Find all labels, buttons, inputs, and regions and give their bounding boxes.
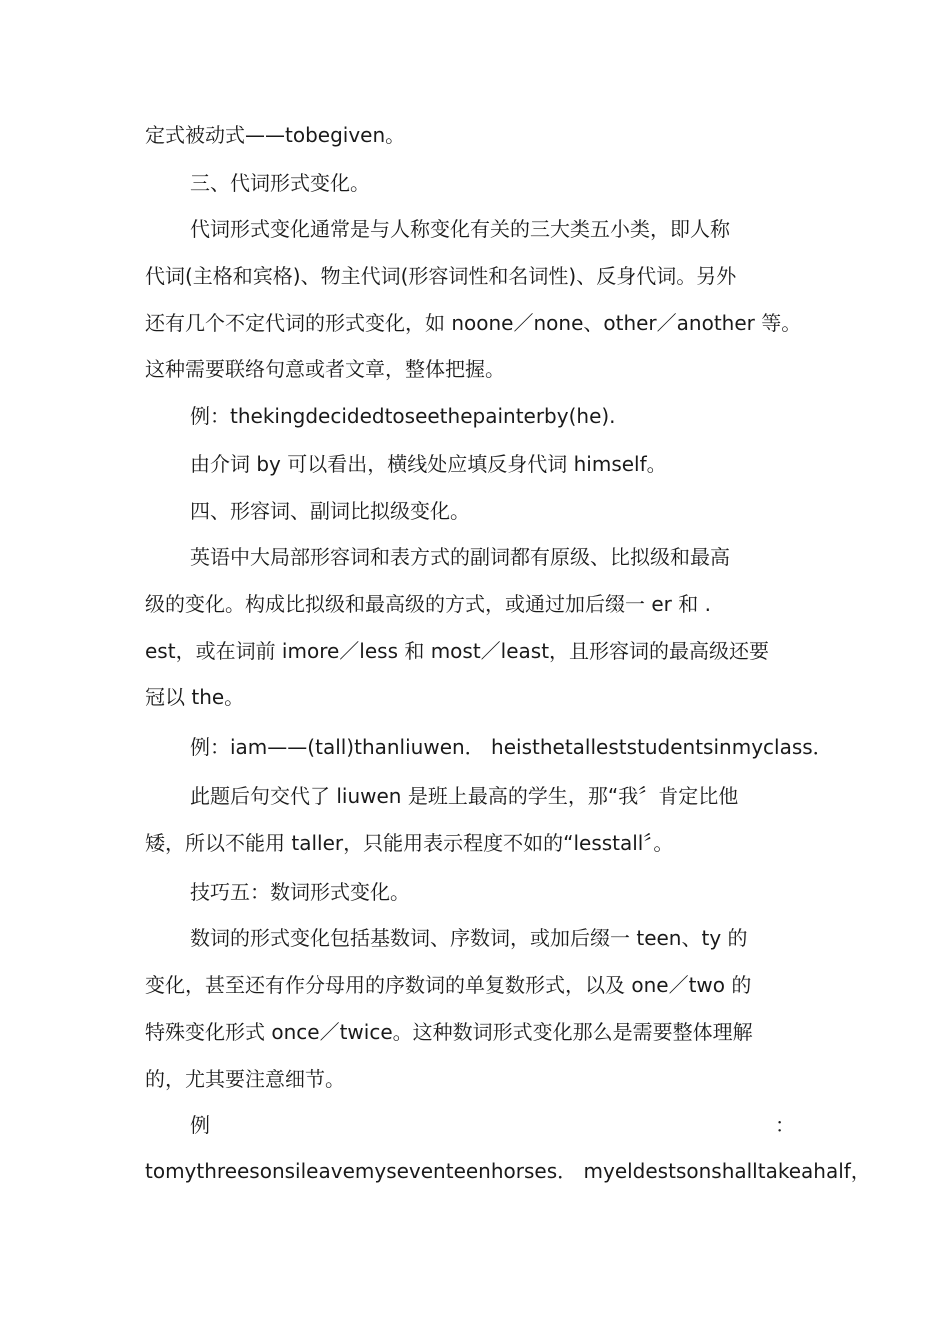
text-line: 级的变化。构成比拟级和最高级的方式，或通过加后缀一 er 和 . bbox=[145, 592, 711, 616]
text-line: 冠以 the。 bbox=[145, 685, 245, 709]
example-line: 例：thekingdecidedtoseethepainterby(he). bbox=[190, 404, 616, 428]
section-heading: 技巧五：数词形式变化。 bbox=[190, 880, 410, 904]
text-line: 定式被动式——tobegiven。 bbox=[145, 123, 406, 147]
example-line: 例：iam——(tall)thanliuwen． heisthetalleststudentsinmyclass． bbox=[190, 735, 833, 759]
example-text-line: tomythreesonsileavemyseventeenhorses． myeldestsonshalltakeahalf， bbox=[145, 1159, 871, 1183]
text-line: est，或在词前 imore／less 和 most／least，且形容词的最高级还要 bbox=[145, 639, 770, 663]
text-line: 这种需要联络句意或者文章，整体把握。 bbox=[145, 357, 505, 381]
text-line: 变化，甚至还有作分母用的序数词的单复数形式，以及 one／two 的 bbox=[145, 973, 752, 997]
text-line: 英语中大局部形容词和表方式的副词都有原级、比拟级和最高 bbox=[190, 545, 730, 569]
text-line: 特殊变化形式 once／twice。这种数词形式变化那么是需要整体理解 bbox=[145, 1020, 753, 1044]
text-line: 代词形式变化通常是与人称变化有关的三大类五小类，即人称 bbox=[190, 217, 730, 241]
text-line: 矮，所以不能用 taller，只能用表示程度不如的“lesstall〞。 bbox=[145, 831, 674, 855]
section-heading: 四、形容词、副词比拟级变化。 bbox=[190, 499, 470, 523]
text-line: 还有几个不定代词的形式变化，如 noone／none、other／another 等。 bbox=[145, 311, 802, 335]
text-line: 数词的形式变化包括基数词、序数词，或加后缀一 teen、ty 的 bbox=[190, 926, 748, 950]
example-colon: ： bbox=[775, 1113, 795, 1137]
example-line bbox=[190, 1111, 795, 1139]
text-line: 的，尤其要注意细节。 bbox=[145, 1067, 345, 1091]
example-label: 例 bbox=[190, 1113, 210, 1137]
section-heading: 三、代词形式变化。 bbox=[190, 171, 370, 195]
text-line: 代词(主格和宾格)、物主代词(形容词性和名词性)、反身代词。另外 bbox=[145, 264, 737, 288]
text-line: 由介词 by 可以看出，横线处应填反身代词 himself。 bbox=[190, 452, 667, 476]
text-line: 此题后句交代了 liuwen 是班上最高的学生，那“我〞肯定比他 bbox=[190, 784, 739, 808]
